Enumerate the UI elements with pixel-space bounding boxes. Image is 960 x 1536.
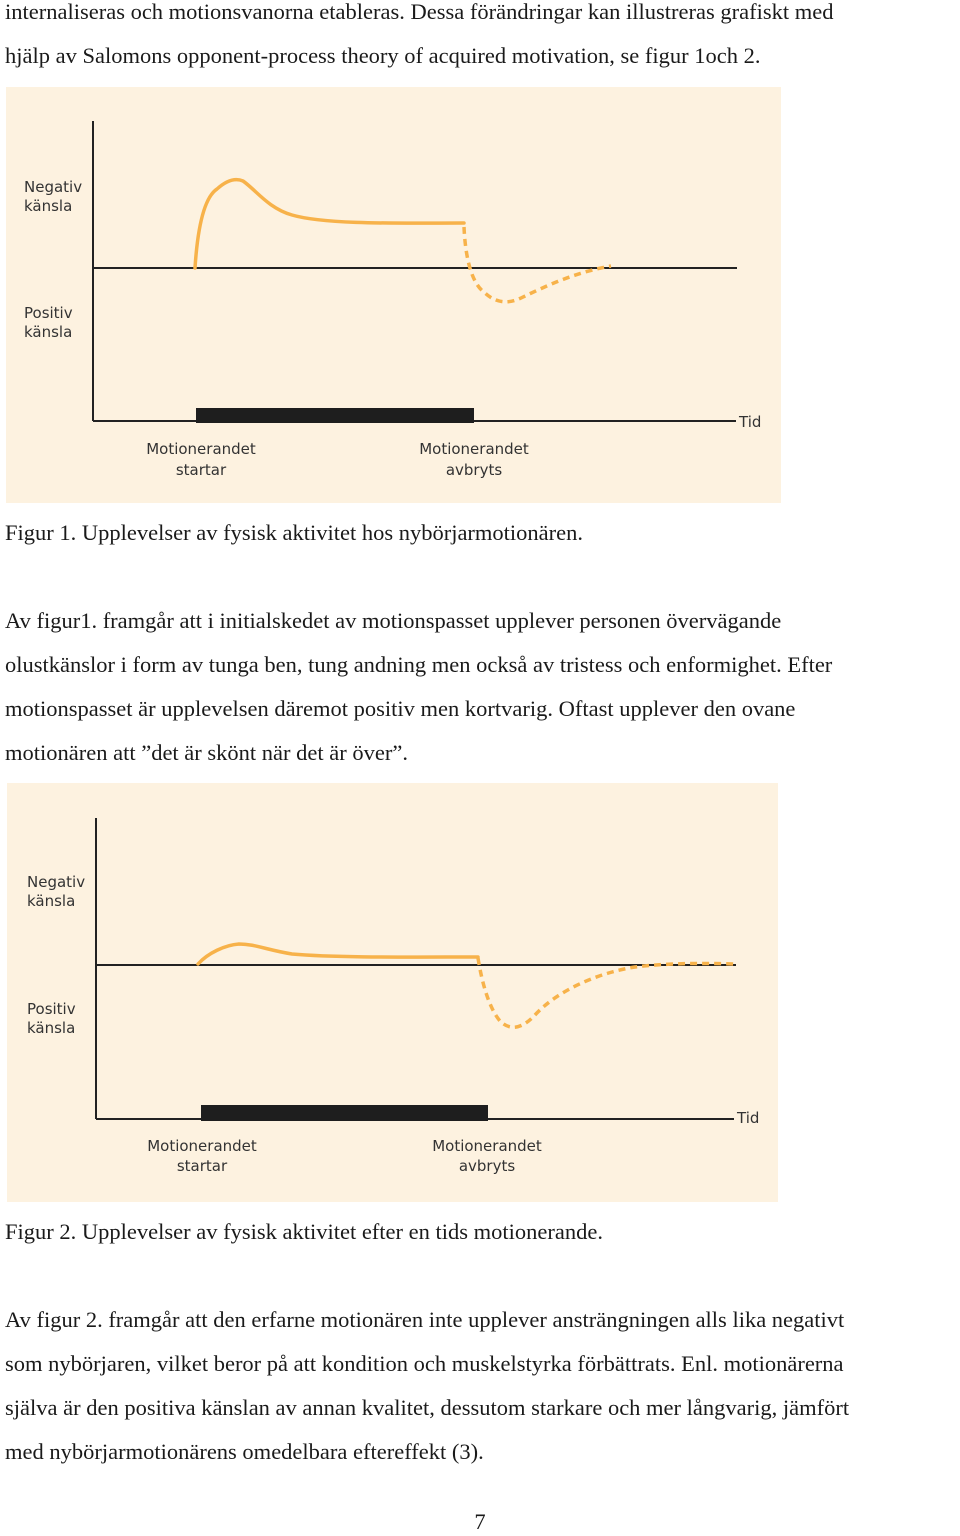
label-time: Tid xyxy=(737,1109,760,1127)
label-exercise-stop: avbryts xyxy=(445,461,503,479)
figure-2-caption: Figur 2. Upplevelser av fysisk aktivitet efter en tids motionerande. xyxy=(5,1219,603,1244)
label-positive: känsla xyxy=(24,323,73,341)
experience-curve-dashed xyxy=(464,227,611,302)
exercise-duration-bar xyxy=(196,408,474,423)
text-line: själva är den positiva känslan av annan kvalitet, dessutom starkare och mer långvarig, jämfört xyxy=(5,1395,850,1420)
label-exercise-start: Motionerandet xyxy=(147,1137,257,1155)
text-line: motionären att ”det är skönt när det är över”. xyxy=(5,740,408,765)
label-exercise-stop: avbryts xyxy=(458,1157,516,1175)
text-line: motionspasset är upplevelsen däremot positiv men kortvarig. Oftast upplever den ovane xyxy=(5,696,796,721)
label-exercise-start: startar xyxy=(176,1157,228,1175)
label-negative: Negativ xyxy=(24,178,83,196)
figure-1-caption: Figur 1. Upplevelser av fysisk aktivitet hos nybörjarmotionären. xyxy=(5,520,584,545)
label-exercise-stop: Motionerandet xyxy=(432,1137,542,1155)
figure-2-graph xyxy=(7,783,778,1202)
experience-curve-dashed xyxy=(478,958,734,1027)
paragraph-2 xyxy=(5,1298,960,1474)
label-negative: känsla xyxy=(24,197,73,215)
label-positive: Positiv xyxy=(27,1000,76,1018)
label-positive: känsla xyxy=(27,1019,76,1037)
text-line: som nybörjaren, vilket beror på att kondition och muskelstyrka förbättrats. Enl. motionärerna xyxy=(5,1351,844,1376)
label-exercise-start: Motionerandet xyxy=(146,440,256,458)
text-line: olustkänslor i form av tunga ben, tung andning men också av tristess och enformighet. Efter xyxy=(5,652,833,677)
paragraph-1 xyxy=(5,599,960,775)
label-exercise-stop: Motionerandet xyxy=(419,440,529,458)
label-positive: Positiv xyxy=(24,304,73,322)
experience-curve-solid xyxy=(198,944,478,964)
label-negative: Negativ xyxy=(27,873,86,891)
experience-curve-solid xyxy=(195,180,464,268)
figure-1 xyxy=(6,87,781,503)
text-line: med nybörjarmotionärens omedelbara eftereffekt (3). xyxy=(5,1439,484,1464)
exercise-duration-bar xyxy=(201,1105,488,1121)
text-line: hjälp av Salomons opponent-process theory of acquired motivation, se figur 1och 2. xyxy=(5,43,761,68)
text-line: internaliseras och motionsvanorna etableras. Dessa förändringar kan illustreras grafiskt med xyxy=(5,0,834,24)
label-time: Tid xyxy=(739,413,762,431)
text-line: Av figur1. framgår att i initialskedet av motionspasset upplever personen övervägande xyxy=(5,608,782,633)
label-exercise-start: startar xyxy=(175,461,227,479)
intro-paragraph xyxy=(5,0,960,78)
figure-1-graph xyxy=(6,87,781,503)
label-negative: känsla xyxy=(27,892,76,910)
page-number: 7 xyxy=(474,1509,486,1534)
text-line: Av figur 2. framgår att den erfarne motionären inte upplever ansträngningen alls lika negativt xyxy=(5,1307,845,1332)
figure-2 xyxy=(7,783,778,1202)
